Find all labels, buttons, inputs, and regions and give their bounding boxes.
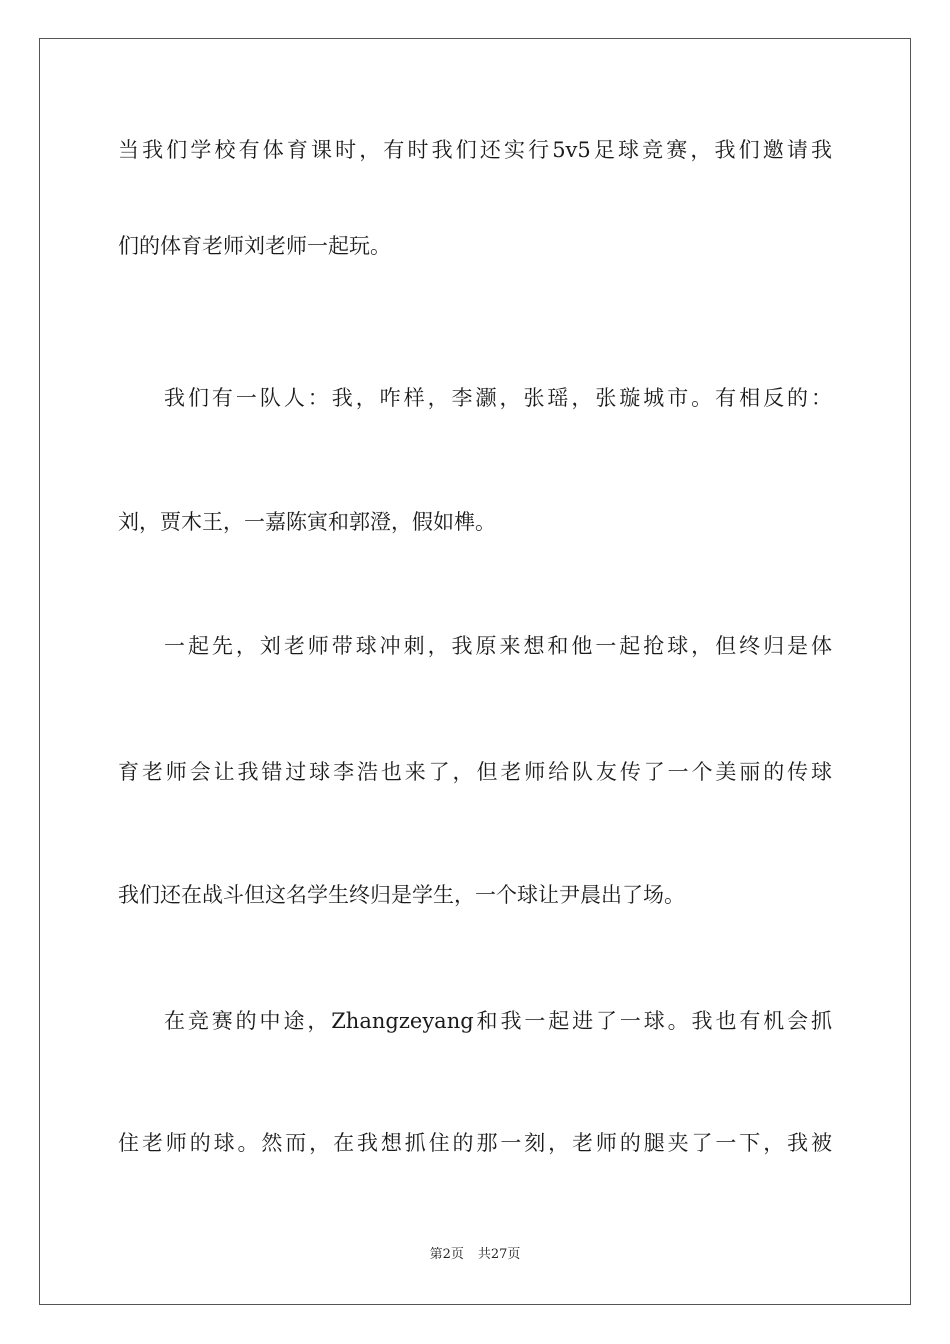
paragraph-3-line-2: 育老师会让我错过球李浩也来了，但老师给队友传了一个美丽的传球: [118, 760, 832, 784]
paragraph-1-line-2: 们的体育老师刘老师一起玩。: [118, 234, 391, 258]
page-number: 第2页: [429, 1247, 464, 1262]
paragraph-2-line-2: 刘，贾木王，一嘉陈寅和郭澄，假如榫。: [118, 510, 496, 534]
paragraph-3-line-3: 我们还在战斗但这名学生终归是学生，一个球让尹晨出了场。: [118, 883, 685, 907]
paragraph-3-line-1: 一起先，刘老师带球冲刺，我原来想和他一起抢球，但终归是体: [164, 634, 832, 658]
paragraph-4-line-1: 在竞赛的中途，Zhangzeyang和我一起进了一球。我也有机会抓: [164, 1009, 832, 1033]
page-footer: [0, 1246, 950, 1264]
paragraph-1-line-1: 当我们学校有体育课时，有时我们还实行5v5足球竞赛，我们邀请我: [118, 138, 832, 162]
page-border: [39, 38, 911, 1305]
paragraph-2-line-1: 我们有一队人：我，咋样，李灏，张瑶，张璇城市。有相反的：: [164, 386, 832, 410]
page-total: 共27页: [477, 1247, 521, 1262]
paragraph-4-line-2: 住老师的球。然而，在我想抓住的那一刻，老师的腿夹了一下，我被: [118, 1131, 832, 1155]
